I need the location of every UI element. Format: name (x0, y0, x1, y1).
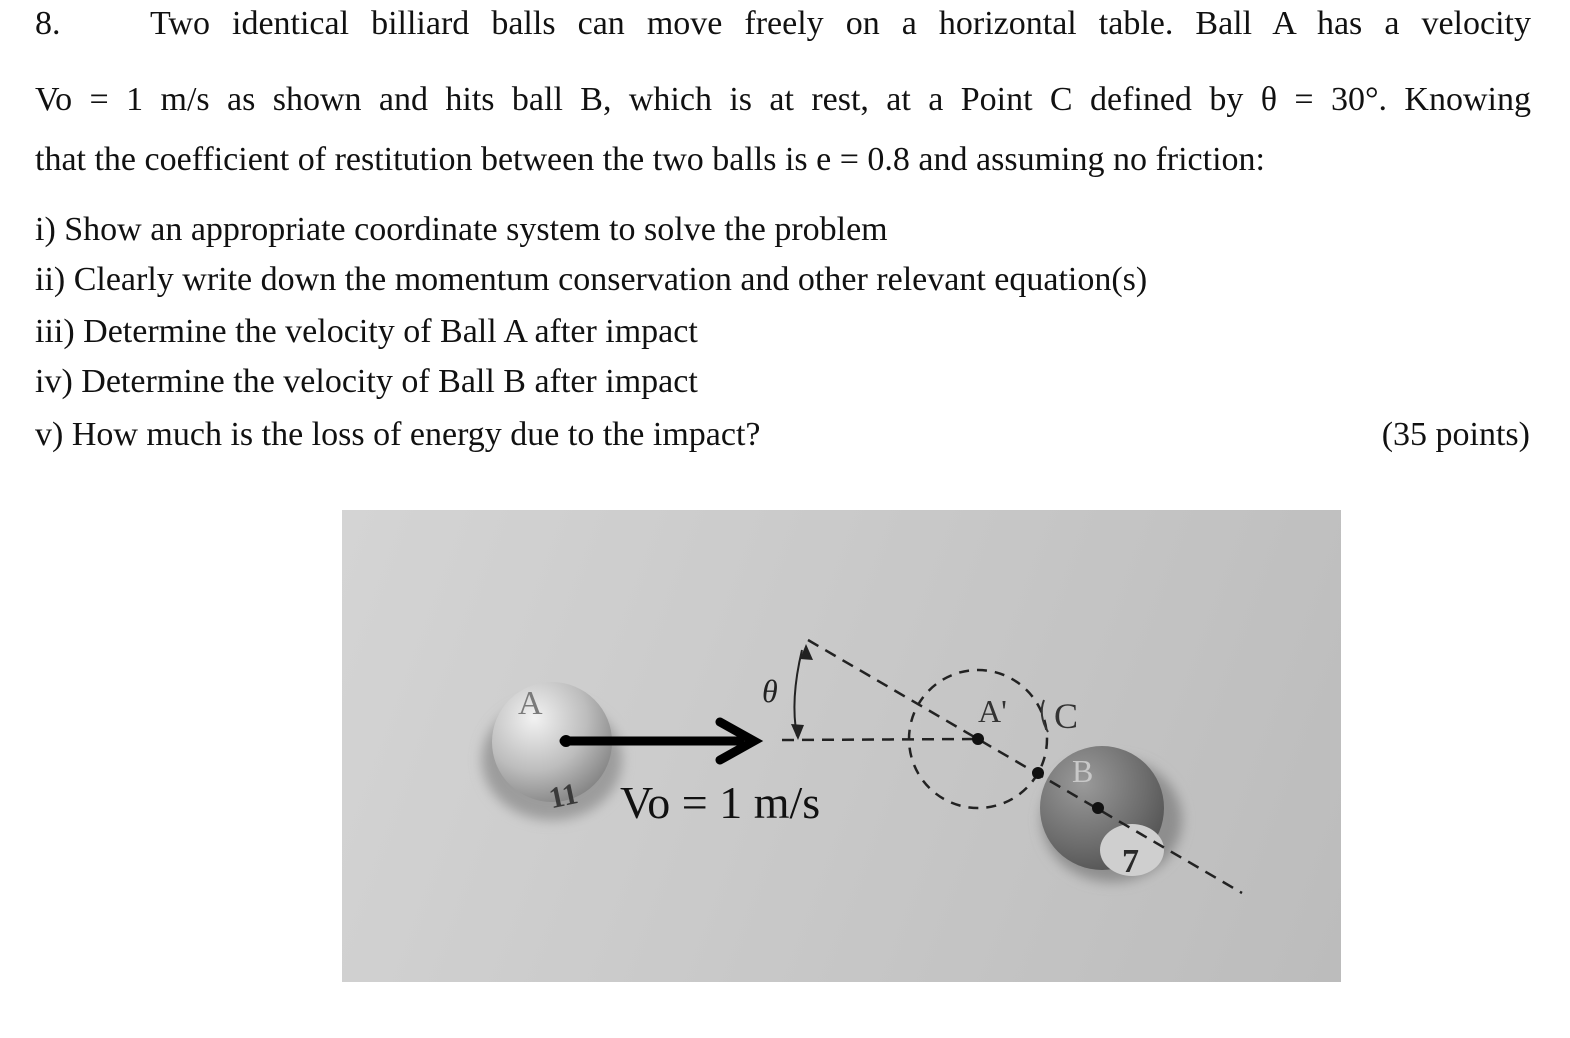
point-c-label: C (1054, 696, 1079, 736)
problem-number: 8. (35, 5, 61, 42)
question-item-4: iv) Determine the velocity of Ball B after impact (35, 363, 698, 400)
theta-arc (794, 650, 802, 736)
velocity-label: Vo = 1 m/s (620, 777, 821, 828)
billiard-diagram (342, 510, 1341, 982)
theta-label: θ (762, 673, 778, 709)
ball-b-number: 7 (1122, 843, 1139, 880)
ball-a-number: 11 (546, 777, 581, 816)
ball-a-label: A (518, 685, 543, 722)
ball-a-prime-label: A' (978, 693, 1007, 729)
problem-statement-line-2: Vo = 1 m/s as shown and hits ball B, which is at rest, at a Point C defined by θ = 30°. Knowing (35, 81, 1531, 118)
theta-arrow-bottom (791, 724, 804, 740)
question-item-3: iii) Determine the velocity of Ball A after impact (35, 313, 698, 350)
question-item-1: i) Show an appropriate coordinate system to solve the problem (35, 211, 888, 248)
points-label: (35 points) (1381, 416, 1530, 453)
question-item-2: ii) Clearly write down the momentum conservation and other relevant equation(s) (35, 261, 1148, 298)
ball-a-prime-center (972, 733, 984, 745)
problem-statement-line-3: that the coefficient of restitution between the two balls is e = 0.8 and assuming no friction: (35, 141, 1265, 178)
problem-line-1-text: Two identical billiard balls can move freely on a horizontal table. Ball A has a velocity (150, 5, 1531, 42)
line-of-centers (808, 640, 1242, 893)
billiard-figure (342, 510, 1341, 982)
question-item-5: v) How much is the loss of energy due to the impact? (35, 416, 761, 453)
ball-a-center (560, 735, 572, 747)
line-of-travel (782, 739, 978, 740)
problem-statement-line-1 (35, 4, 1531, 44)
ball-b-label: B (1072, 753, 1094, 789)
contact-point-c (1032, 767, 1044, 779)
ball-b-center (1092, 802, 1104, 814)
